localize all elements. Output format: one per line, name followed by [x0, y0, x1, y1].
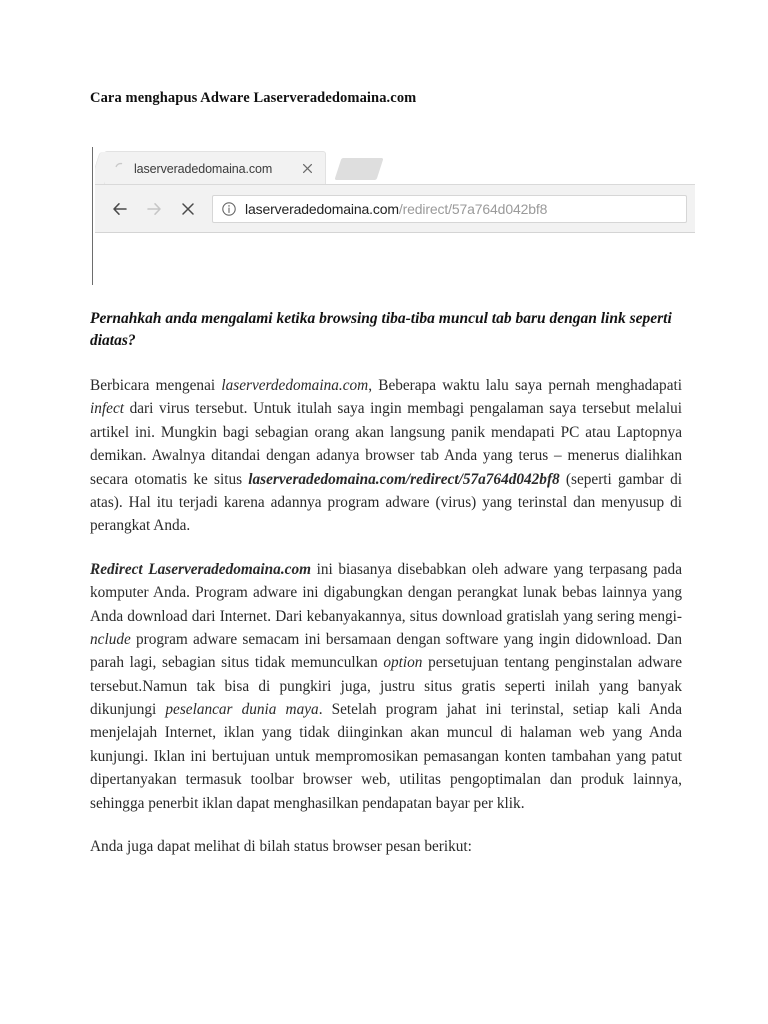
- address-bar-url: [245, 201, 547, 217]
- p2-text-4: . Setelah program jahat ini terinstal, setiap kali Anda menjelajah Internet, iklan yang tidak diinginkan akan muncul di halaman web yang Anda kunjungi. Iklan ini bertujuan untuk mempromosikan pemasangan konten tambahan yang patut dipertanyakan termasuk toolbar browser web, utilitas pengoptimalan dan produk lainnya, sehingga penerbit iklan dapat menghasilkan pendapatan bayar per klik.: [90, 701, 682, 812]
- p1-text-4: (seperti gambar di atas). Hal itu terjadi karena adannya program adware (virus) yang terinstal dan menyusup di perangkat Anda.: [90, 470, 683, 535]
- browser-tab[interactable]: [104, 151, 326, 185]
- browser-tab-title: laserveradedomaina.com: [134, 161, 273, 176]
- p1-italic-domain: laserverdedomaina.com: [221, 377, 369, 394]
- article-paragraph-1: [90, 374, 682, 538]
- left-margin-rule: [92, 147, 93, 285]
- address-bar-path: /redirect/57a764d042bf8: [398, 200, 548, 217]
- browser-viewport: [95, 233, 695, 248]
- page-title: Cara menghapus Adware Laserveradedomaina.com: [90, 90, 417, 106]
- address-bar[interactable]: [212, 195, 687, 223]
- article-body: [90, 308, 682, 858]
- p2-text-3: persetujuan tentang penginstalan adware tersebut.Namun tak bisa di pungkiri juga, justru situs gratis seperti inilah yang banyak dikunjungi: [90, 654, 682, 719]
- stop-x-icon[interactable]: [174, 195, 202, 223]
- close-icon[interactable]: [300, 161, 315, 176]
- p2-italic-option: option: [383, 654, 423, 672]
- p2-text-1: ini biasanya disebabkan oleh adware yang terpasang pada komputer Anda. Program adware ini digabungkan dengan perangkat lunak bebas lainnya yang Anda download dari Internet. Dari kebanyakannya, situs download gratislah yang sering mengi-: [90, 560, 682, 625]
- p1-redirect-url: laserveradedomaina.com/redirect/57a764d042bf8: [248, 470, 560, 488]
- p1-text-2: , Beberapa waktu lalu saya pernah menghadapati: [368, 377, 682, 394]
- address-bar-host: laserveradedomaina.com: [245, 200, 399, 217]
- new-tab-stub[interactable]: [334, 158, 383, 180]
- forward-arrow-icon: [140, 195, 168, 223]
- article-closing-line: Anda juga dapat melihat di bilah status browser pesan berikut:: [90, 838, 472, 856]
- browser-toolbar: [95, 185, 695, 233]
- browser-screenshot-figure: [95, 143, 695, 248]
- article-lede: Pernahkah anda mengalami ketika browsing tiba-tiba muncul tab baru dengan link seperti diatas?: [90, 310, 672, 349]
- p1-text-1: Berbicara mengenai: [90, 377, 222, 394]
- info-circle-icon[interactable]: [221, 201, 237, 217]
- back-arrow-icon[interactable]: [106, 195, 134, 223]
- p1-italic-infect: infect: [90, 400, 124, 418]
- p2-italic-peselancar: peselancar dunia maya: [165, 701, 319, 719]
- p2-text-2: program adware semacam ini bersamaan dengan software yang ingin didownload. Dan parah lagi, sebagian situs tidak memunculkan: [90, 630, 682, 672]
- article-paragraph-2: [90, 558, 682, 815]
- loading-spinner-icon: [114, 162, 127, 175]
- p2-italic-nclude: nclude: [90, 630, 131, 648]
- browser-tabstrip: [95, 143, 695, 185]
- p1-text-3: dari virus tersebut. Untuk itulah saya ingin membagi pengalaman saya tersebut melalui artikel ini. Mungkin bagi sebagian orang akan langsung panik mendapati PC atau Laptopnya demikan. Awalnya ditandai dengan adanya browser tab Anda yang terus – menerus dialihkan secara otomatis ke situs: [90, 400, 682, 488]
- p2-lead-redirect: Redirect Laserveradedomaina.com: [90, 560, 311, 578]
